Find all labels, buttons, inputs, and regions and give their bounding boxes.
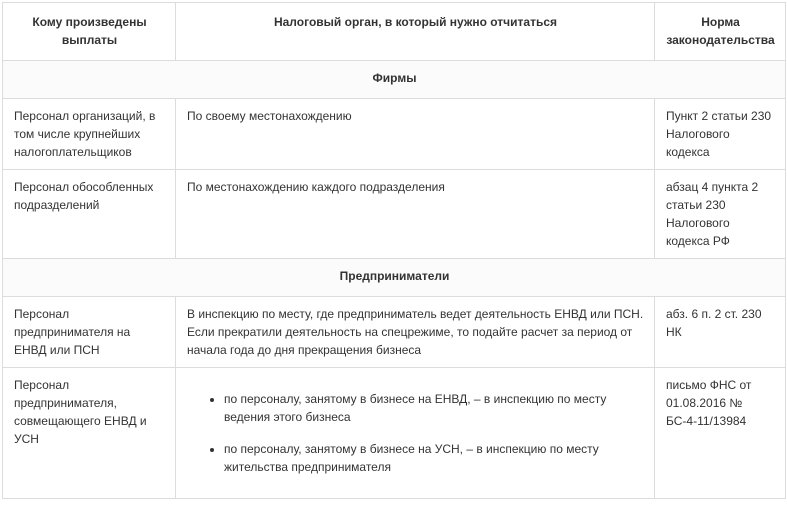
authority-bullet-list bbox=[187, 390, 644, 476]
cell-who: Персонал предпринимателя, совмещающего ЕНВД и УСН bbox=[3, 368, 176, 499]
table-row bbox=[3, 170, 786, 259]
table-row bbox=[3, 368, 786, 499]
cell-norm: письмо ФНС от 01.08.2016 № БС-4-11/13984 bbox=[655, 368, 786, 499]
section-row-entrepreneurs bbox=[3, 259, 786, 297]
tax-reporting-table bbox=[2, 2, 786, 499]
table-row bbox=[3, 99, 786, 170]
table-header-row bbox=[3, 3, 786, 61]
cell-who: Персонал организаций, в том числе крупнейших налогоплательщиков bbox=[3, 99, 176, 170]
list-item: • по персоналу, занятому в бизнесе на УСН, – в инспекцию по месту жительства предпринимателя bbox=[224, 440, 644, 476]
section-row-firms bbox=[3, 61, 786, 99]
cell-authority: По своему местонахождению bbox=[176, 99, 655, 170]
list-item: • по персоналу, занятому в бизнесе на ЕНВД, – в инспекцию по месту ведения этого бизнеса bbox=[224, 390, 644, 426]
cell-norm: Пункт 2 статьи 230 Налогового кодекса bbox=[655, 99, 786, 170]
section-title-firms: Фирмы bbox=[3, 61, 786, 99]
section-title-entrepreneurs: Предприниматели bbox=[3, 259, 786, 297]
cell-norm: абзац 4 пункта 2 статьи 230 Налогового кодекса РФ bbox=[655, 170, 786, 259]
cell-authority bbox=[176, 368, 655, 499]
table-row bbox=[3, 297, 786, 368]
cell-who: Персонал предпринимателя на ЕНВД или ПСН bbox=[3, 297, 176, 368]
header-authority: Налоговый орган, в который нужно отчитаться bbox=[176, 3, 655, 61]
cell-authority: По местонахождению каждого подразделения bbox=[176, 170, 655, 259]
header-norm: Норма законодательства bbox=[655, 3, 786, 61]
cell-authority: В инспекцию по месту, где предприниматель ведет деятельность ЕНВД или ПСН. Если прекратили деятельность на спецрежиме, то подайте расчет за период от начала года до дня прекращения бизнеса bbox=[176, 297, 655, 368]
cell-norm: абз. 6 п. 2 ст. 230 НК bbox=[655, 297, 786, 368]
cell-who: Персонал обособленных подразделений bbox=[3, 170, 176, 259]
header-who: Кому произведены выплаты bbox=[3, 3, 176, 61]
